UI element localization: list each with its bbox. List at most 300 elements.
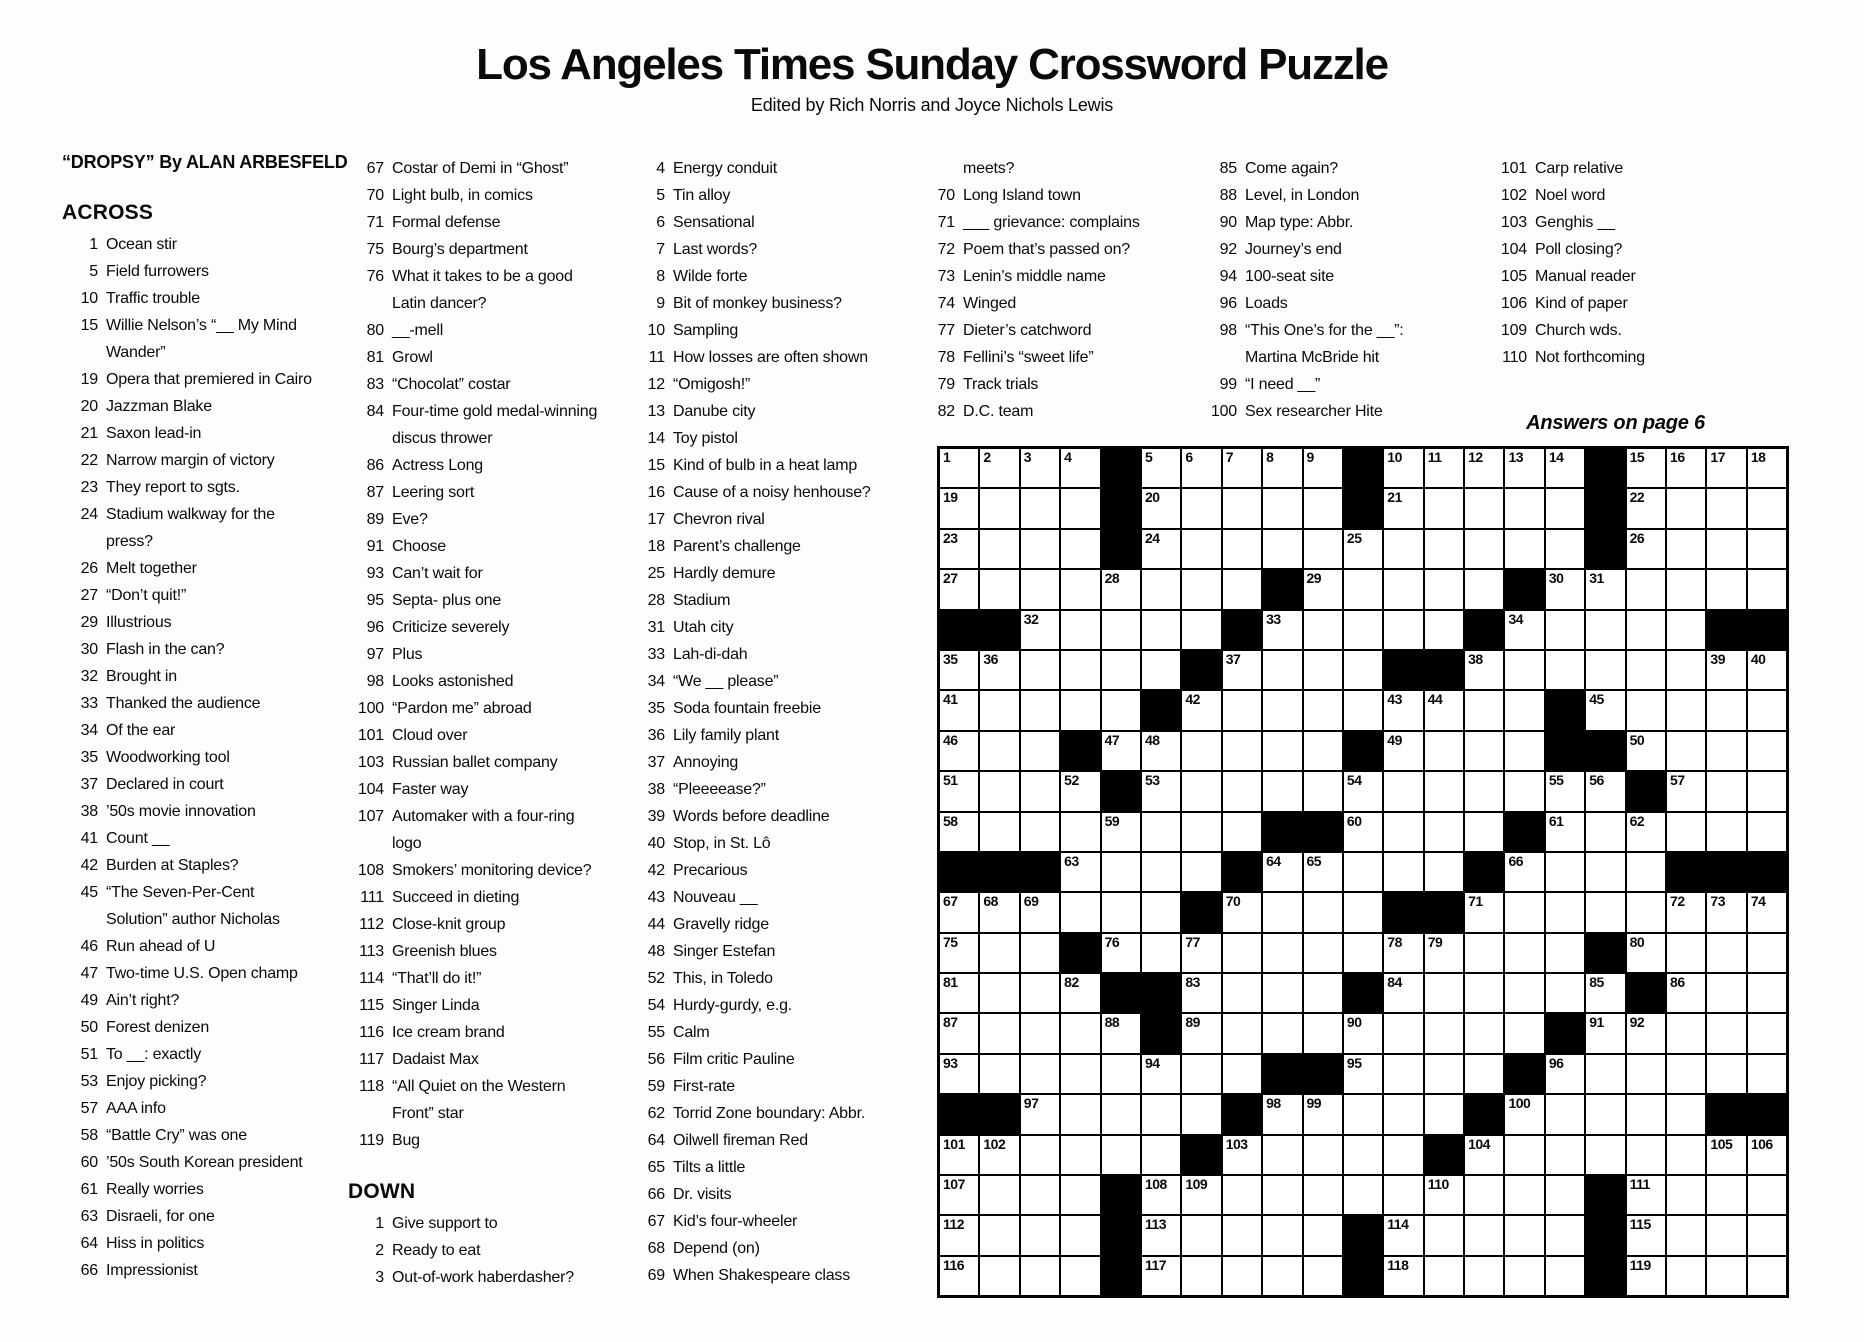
grid-cell[interactable] [1181,610,1221,650]
grid-cell[interactable] [1141,771,1181,811]
grid-cell[interactable] [1464,1013,1504,1053]
grid-cell[interactable] [1545,771,1585,811]
grid-cell[interactable] [1424,690,1464,730]
grid-cell[interactable] [1303,933,1343,973]
grid-cell[interactable] [1343,650,1383,690]
grid-cell[interactable] [1747,892,1787,932]
grid-cell[interactable] [1303,1175,1343,1215]
grid-cell[interactable] [1343,892,1383,932]
grid-cell[interactable] [1222,812,1262,852]
grid-cell[interactable] [1504,488,1544,528]
grid-cell[interactable] [1585,690,1625,730]
grid-cell[interactable] [1060,771,1100,811]
grid-cell[interactable] [1545,1135,1585,1175]
grid-cell[interactable] [1383,690,1423,730]
grid-cell[interactable] [1545,448,1585,488]
grid-cell[interactable] [1504,1013,1544,1053]
grid-cell[interactable] [1626,731,1666,771]
grid-cell[interactable] [1504,529,1544,569]
grid-cell[interactable] [1626,1054,1666,1094]
grid-cell[interactable] [939,731,979,771]
grid-cell[interactable] [1424,771,1464,811]
grid-cell[interactable] [1181,973,1221,1013]
grid-cell[interactable] [1101,731,1141,771]
grid-cell[interactable] [979,731,1019,771]
grid-cell[interactable] [979,1013,1019,1053]
grid-cell[interactable] [979,892,1019,932]
grid-cell[interactable] [1626,650,1666,690]
grid-cell[interactable] [1424,448,1464,488]
grid-cell[interactable] [1383,933,1423,973]
grid-cell[interactable] [1504,852,1544,892]
grid-cell[interactable] [1545,610,1585,650]
grid-cell[interactable] [1262,1094,1302,1134]
grid-cell[interactable] [1060,488,1100,528]
grid-cell[interactable] [1303,1135,1343,1175]
grid-cell[interactable] [1706,529,1746,569]
grid-cell[interactable] [1222,1256,1262,1296]
grid-cell[interactable] [1101,812,1141,852]
grid-cell[interactable] [939,1215,979,1255]
grid-cell[interactable] [1464,448,1504,488]
grid-cell[interactable] [1060,892,1100,932]
grid-cell[interactable] [1222,650,1262,690]
grid-cell[interactable] [1504,1094,1544,1134]
grid-cell[interactable] [1181,488,1221,528]
grid-cell[interactable] [1141,1054,1181,1094]
grid-cell[interactable] [1020,933,1060,973]
grid-cell[interactable] [1545,1094,1585,1134]
grid-cell[interactable] [1626,1215,1666,1255]
grid-cell[interactable] [1747,448,1787,488]
grid-cell[interactable] [1424,529,1464,569]
grid-cell[interactable] [1706,812,1746,852]
grid-cell[interactable] [1424,852,1464,892]
grid-cell[interactable] [1222,1135,1262,1175]
grid-cell[interactable] [1141,892,1181,932]
grid-cell[interactable] [1424,610,1464,650]
grid-cell[interactable] [1747,933,1787,973]
grid-cell[interactable] [979,488,1019,528]
grid-cell[interactable] [1060,1013,1100,1053]
grid-cell[interactable] [1060,1135,1100,1175]
grid-cell[interactable] [1504,892,1544,932]
grid-cell[interactable] [1303,610,1343,650]
grid-cell[interactable] [1706,933,1746,973]
grid-cell[interactable] [1303,488,1343,528]
grid-cell[interactable] [1020,771,1060,811]
grid-cell[interactable] [1626,1175,1666,1215]
grid-cell[interactable] [1303,1256,1343,1296]
grid-cell[interactable] [1222,1054,1262,1094]
grid-cell[interactable] [979,973,1019,1013]
grid-cell[interactable] [1626,1135,1666,1175]
grid-cell[interactable] [1464,1135,1504,1175]
grid-cell[interactable] [1464,731,1504,771]
grid-cell[interactable] [1020,1094,1060,1134]
grid-cell[interactable] [1343,1135,1383,1175]
grid-cell[interactable] [1424,569,1464,609]
grid-cell[interactable] [1464,569,1504,609]
grid-cell[interactable] [1464,650,1504,690]
grid-cell[interactable] [1181,1013,1221,1053]
grid-cell[interactable] [1060,973,1100,1013]
grid-cell[interactable] [1101,569,1141,609]
grid-cell[interactable] [1424,731,1464,771]
grid-cell[interactable] [1464,1175,1504,1215]
grid-cell[interactable] [1626,852,1666,892]
grid-cell[interactable] [1343,852,1383,892]
grid-cell[interactable] [1101,892,1141,932]
grid-cell[interactable] [1747,1175,1787,1215]
grid-cell[interactable] [1020,690,1060,730]
grid-cell[interactable] [979,690,1019,730]
grid-cell[interactable] [1262,690,1302,730]
grid-cell[interactable] [1020,1215,1060,1255]
grid-cell[interactable] [1343,1054,1383,1094]
grid-cell[interactable] [1626,569,1666,609]
grid-cell[interactable] [1666,1054,1706,1094]
grid-cell[interactable] [1666,1013,1706,1053]
grid-cell[interactable] [1666,933,1706,973]
grid-cell[interactable] [1060,529,1100,569]
grid-cell[interactable] [1141,448,1181,488]
grid-cell[interactable] [1343,1013,1383,1053]
grid-cell[interactable] [939,892,979,932]
grid-cell[interactable] [1060,569,1100,609]
grid-cell[interactable] [1141,1215,1181,1255]
grid-cell[interactable] [1060,852,1100,892]
grid-cell[interactable] [1101,610,1141,650]
grid-cell[interactable] [1222,448,1262,488]
grid-cell[interactable] [1504,610,1544,650]
grid-cell[interactable] [1545,488,1585,528]
grid-cell[interactable] [1464,1054,1504,1094]
grid-cell[interactable] [1222,933,1262,973]
grid-cell[interactable] [1141,1256,1181,1296]
grid-cell[interactable] [1585,650,1625,690]
grid-cell[interactable] [1504,448,1544,488]
grid-cell[interactable] [1141,610,1181,650]
grid-cell[interactable] [1424,973,1464,1013]
grid-cell[interactable] [939,771,979,811]
grid-cell[interactable] [1060,1215,1100,1255]
grid-cell[interactable] [1747,650,1787,690]
grid-cell[interactable] [939,448,979,488]
grid-cell[interactable] [1666,690,1706,730]
grid-cell[interactable] [1060,650,1100,690]
grid-cell[interactable] [1383,569,1423,609]
grid-cell[interactable] [1383,731,1423,771]
grid-cell[interactable] [979,650,1019,690]
grid-cell[interactable] [1101,1135,1141,1175]
grid-cell[interactable] [1706,569,1746,609]
grid-cell[interactable] [1504,771,1544,811]
grid-cell[interactable] [939,1135,979,1175]
grid-cell[interactable] [1060,1175,1100,1215]
grid-cell[interactable] [1545,1215,1585,1255]
grid-cell[interactable] [939,812,979,852]
grid-cell[interactable] [979,1256,1019,1296]
grid-cell[interactable] [1464,488,1504,528]
grid-cell[interactable] [1666,569,1706,609]
grid-cell[interactable] [1585,610,1625,650]
grid-cell[interactable] [1020,1054,1060,1094]
grid-cell[interactable] [1303,1215,1343,1255]
grid-cell[interactable] [1262,1215,1302,1255]
grid-cell[interactable] [1747,1215,1787,1255]
grid-cell[interactable] [1262,852,1302,892]
grid-cell[interactable] [1424,1256,1464,1296]
grid-cell[interactable] [979,771,1019,811]
grid-cell[interactable] [1747,731,1787,771]
grid-cell[interactable] [1222,1175,1262,1215]
grid-cell[interactable] [1181,690,1221,730]
grid-cell[interactable] [979,1215,1019,1255]
grid-cell[interactable] [1141,1094,1181,1134]
grid-cell[interactable] [1020,448,1060,488]
grid-cell[interactable] [1626,1013,1666,1053]
grid-cell[interactable] [939,973,979,1013]
grid-cell[interactable] [1222,771,1262,811]
grid-cell[interactable] [1383,1215,1423,1255]
grid-cell[interactable] [1141,1135,1181,1175]
grid-cell[interactable] [1020,1135,1060,1175]
grid-cell[interactable] [1303,852,1343,892]
grid-cell[interactable] [1262,933,1302,973]
grid-cell[interactable] [1424,1094,1464,1134]
grid-cell[interactable] [1303,448,1343,488]
grid-cell[interactable] [1222,973,1262,1013]
grid-cell[interactable] [1585,569,1625,609]
grid-cell[interactable] [1262,1135,1302,1175]
grid-cell[interactable] [1504,933,1544,973]
grid-cell[interactable] [1747,529,1787,569]
grid-cell[interactable] [1101,1054,1141,1094]
grid-cell[interactable] [1181,771,1221,811]
grid-cell[interactable] [1464,1256,1504,1296]
grid-cell[interactable] [939,1013,979,1053]
grid-cell[interactable] [1383,812,1423,852]
grid-cell[interactable] [1706,448,1746,488]
grid-cell[interactable] [1464,933,1504,973]
grid-cell[interactable] [1666,529,1706,569]
grid-cell[interactable] [1262,610,1302,650]
grid-cell[interactable] [1747,690,1787,730]
grid-cell[interactable] [939,1175,979,1215]
grid-cell[interactable] [1706,1013,1746,1053]
grid-cell[interactable] [1303,650,1343,690]
grid-cell[interactable] [1626,690,1666,730]
grid-cell[interactable] [1383,529,1423,569]
grid-cell[interactable] [1101,690,1141,730]
grid-cell[interactable] [1424,933,1464,973]
grid-cell[interactable] [1666,1215,1706,1255]
grid-cell[interactable] [1666,771,1706,811]
grid-cell[interactable] [1020,812,1060,852]
grid-cell[interactable] [1222,1013,1262,1053]
grid-cell[interactable] [1464,771,1504,811]
grid-cell[interactable] [1585,812,1625,852]
grid-cell[interactable] [1666,650,1706,690]
grid-cell[interactable] [1222,1215,1262,1255]
grid-cell[interactable] [1020,610,1060,650]
grid-cell[interactable] [1545,529,1585,569]
grid-cell[interactable] [1706,1215,1746,1255]
grid-cell[interactable] [1222,569,1262,609]
grid-cell[interactable] [1262,731,1302,771]
grid-cell[interactable] [1424,1013,1464,1053]
grid-cell[interactable] [1626,488,1666,528]
grid-cell[interactable] [1666,1175,1706,1215]
grid-cell[interactable] [1424,1215,1464,1255]
grid-cell[interactable] [1545,812,1585,852]
grid-cell[interactable] [1181,812,1221,852]
grid-cell[interactable] [1666,1135,1706,1175]
grid-cell[interactable] [1464,812,1504,852]
grid-cell[interactable] [1706,1054,1746,1094]
grid-cell[interactable] [1181,569,1221,609]
grid-cell[interactable] [1383,1256,1423,1296]
grid-cell[interactable] [1141,569,1181,609]
grid-cell[interactable] [1504,731,1544,771]
grid-cell[interactable] [1585,1054,1625,1094]
grid-cell[interactable] [1504,1135,1544,1175]
grid-cell[interactable] [1545,1175,1585,1215]
grid-cell[interactable] [1747,569,1787,609]
grid-cell[interactable] [1343,1175,1383,1215]
grid-cell[interactable] [1464,529,1504,569]
grid-cell[interactable] [1383,1094,1423,1134]
grid-cell[interactable] [1545,933,1585,973]
grid-cell[interactable] [1504,1256,1544,1296]
grid-cell[interactable] [1181,529,1221,569]
grid-cell[interactable] [1060,690,1100,730]
grid-cell[interactable] [1666,731,1706,771]
grid-cell[interactable] [939,650,979,690]
grid-cell[interactable] [1747,1054,1787,1094]
grid-cell[interactable] [1020,488,1060,528]
grid-cell[interactable] [1303,973,1343,1013]
grid-cell[interactable] [979,812,1019,852]
grid-cell[interactable] [1585,1135,1625,1175]
grid-cell[interactable] [1181,1054,1221,1094]
grid-cell[interactable] [1545,1256,1585,1296]
grid-cell[interactable] [939,1256,979,1296]
grid-cell[interactable] [1101,933,1141,973]
grid-cell[interactable] [1262,892,1302,932]
grid-cell[interactable] [1747,1256,1787,1296]
grid-cell[interactable] [1383,1175,1423,1215]
grid-cell[interactable] [1222,529,1262,569]
grid-cell[interactable] [1464,973,1504,1013]
grid-cell[interactable] [1383,1135,1423,1175]
grid-cell[interactable] [1706,892,1746,932]
grid-cell[interactable] [939,690,979,730]
grid-cell[interactable] [1060,448,1100,488]
grid-cell[interactable] [1303,892,1343,932]
grid-cell[interactable] [1141,650,1181,690]
grid-cell[interactable] [1020,569,1060,609]
grid-cell[interactable] [1141,812,1181,852]
grid-cell[interactable] [1706,771,1746,811]
grid-cell[interactable] [1626,448,1666,488]
grid-cell[interactable] [1141,852,1181,892]
grid-cell[interactable] [1343,933,1383,973]
grid-cell[interactable] [1666,610,1706,650]
grid-cell[interactable] [1747,1013,1787,1053]
grid-cell[interactable] [1343,690,1383,730]
grid-cell[interactable] [1181,852,1221,892]
grid-cell[interactable] [1303,1094,1343,1134]
grid-cell[interactable] [1545,650,1585,690]
grid-cell[interactable] [1262,529,1302,569]
grid-cell[interactable] [979,1054,1019,1094]
grid-cell[interactable] [1020,1013,1060,1053]
grid-cell[interactable] [1303,529,1343,569]
grid-cell[interactable] [1303,731,1343,771]
grid-cell[interactable] [1262,1256,1302,1296]
grid-cell[interactable] [1424,1175,1464,1215]
grid-cell[interactable] [1545,973,1585,1013]
grid-cell[interactable] [1020,892,1060,932]
grid-cell[interactable] [939,569,979,609]
grid-cell[interactable] [1666,973,1706,1013]
grid-cell[interactable] [1141,731,1181,771]
grid-cell[interactable] [939,529,979,569]
grid-cell[interactable] [1303,690,1343,730]
grid-cell[interactable] [1303,1013,1343,1053]
grid-cell[interactable] [1060,1094,1100,1134]
grid-cell[interactable] [1262,448,1302,488]
grid-cell[interactable] [1747,973,1787,1013]
grid-cell[interactable] [1181,1256,1221,1296]
grid-cell[interactable] [1504,650,1544,690]
grid-cell[interactable] [1222,488,1262,528]
grid-cell[interactable] [1706,731,1746,771]
grid-cell[interactable] [1383,610,1423,650]
grid-cell[interactable] [1504,690,1544,730]
grid-cell[interactable] [1101,852,1141,892]
grid-cell[interactable] [979,529,1019,569]
grid-cell[interactable] [1545,569,1585,609]
grid-cell[interactable] [1181,933,1221,973]
grid-cell[interactable] [979,569,1019,609]
grid-cell[interactable] [1464,892,1504,932]
grid-cell[interactable] [1020,1175,1060,1215]
grid-cell[interactable] [1666,892,1706,932]
grid-cell[interactable] [1383,1013,1423,1053]
grid-cell[interactable] [1585,771,1625,811]
grid-cell[interactable] [1343,1094,1383,1134]
grid-cell[interactable] [1706,973,1746,1013]
grid-cell[interactable] [1504,1175,1544,1215]
grid-cell[interactable] [1181,1215,1221,1255]
grid-cell[interactable] [1343,771,1383,811]
grid-cell[interactable] [1101,1094,1141,1134]
grid-cell[interactable] [1545,852,1585,892]
grid-cell[interactable] [1666,1256,1706,1296]
grid-cell[interactable] [1626,529,1666,569]
grid-cell[interactable] [1424,812,1464,852]
grid-cell[interactable] [1262,771,1302,811]
grid-cell[interactable] [1141,488,1181,528]
grid-cell[interactable] [1706,690,1746,730]
grid-cell[interactable] [1020,731,1060,771]
grid-cell[interactable] [1383,488,1423,528]
grid-cell[interactable] [1585,1094,1625,1134]
grid-cell[interactable] [1262,973,1302,1013]
